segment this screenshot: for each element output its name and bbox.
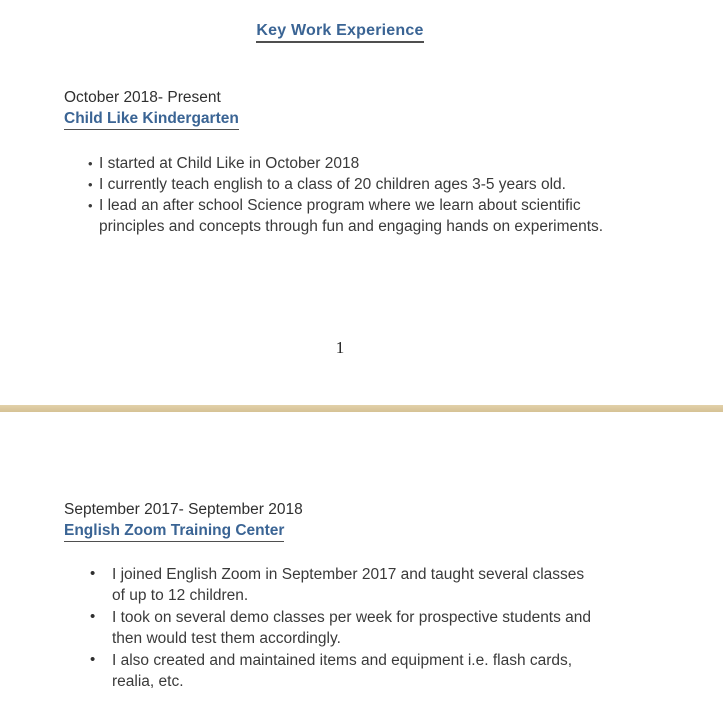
page-separator	[0, 405, 723, 412]
experience-section-english-zoom	[64, 499, 680, 693]
experience-bullet-list-2	[64, 564, 680, 693]
page-2	[0, 412, 723, 693]
company-link-english-zoom[interactable]: English Zoom Training Center	[64, 521, 284, 542]
experience-section-child-like	[64, 87, 680, 238]
bullet-item: • I currently teach english to a class of 20 children ages 3-5 years old.	[88, 174, 611, 195]
page-1-content	[0, 0, 680, 357]
page-2-content	[0, 412, 680, 693]
date-range-child-like: October 2018- Present	[64, 89, 221, 106]
page-number: 1	[335, 338, 345, 357]
date-range-english-zoom: September 2017- September 2018	[64, 501, 303, 518]
document-title-row	[0, 0, 680, 43]
bullet-item: • I started at Child Like in October 2018	[88, 153, 611, 174]
bullet-item: • I took on several demo classes per week for prospective students and then would test them accordingly.	[90, 607, 595, 650]
bullet-item: • I joined English Zoom in September 2017 and taught several classes of up to 12 children.	[90, 564, 595, 607]
experience-bullet-list-1	[64, 153, 680, 238]
company-link-child-like[interactable]: Child Like Kindergarten	[64, 109, 239, 130]
bullet-item: • I also created and maintained items and equipment i.e. flash cards, realia, etc.	[90, 650, 595, 693]
document-title: Key Work Experience	[256, 22, 423, 43]
bullet-item: • I lead an after school Science program where we learn about scientific principles and concepts through fun and engaging hands on experiments.	[88, 195, 611, 238]
